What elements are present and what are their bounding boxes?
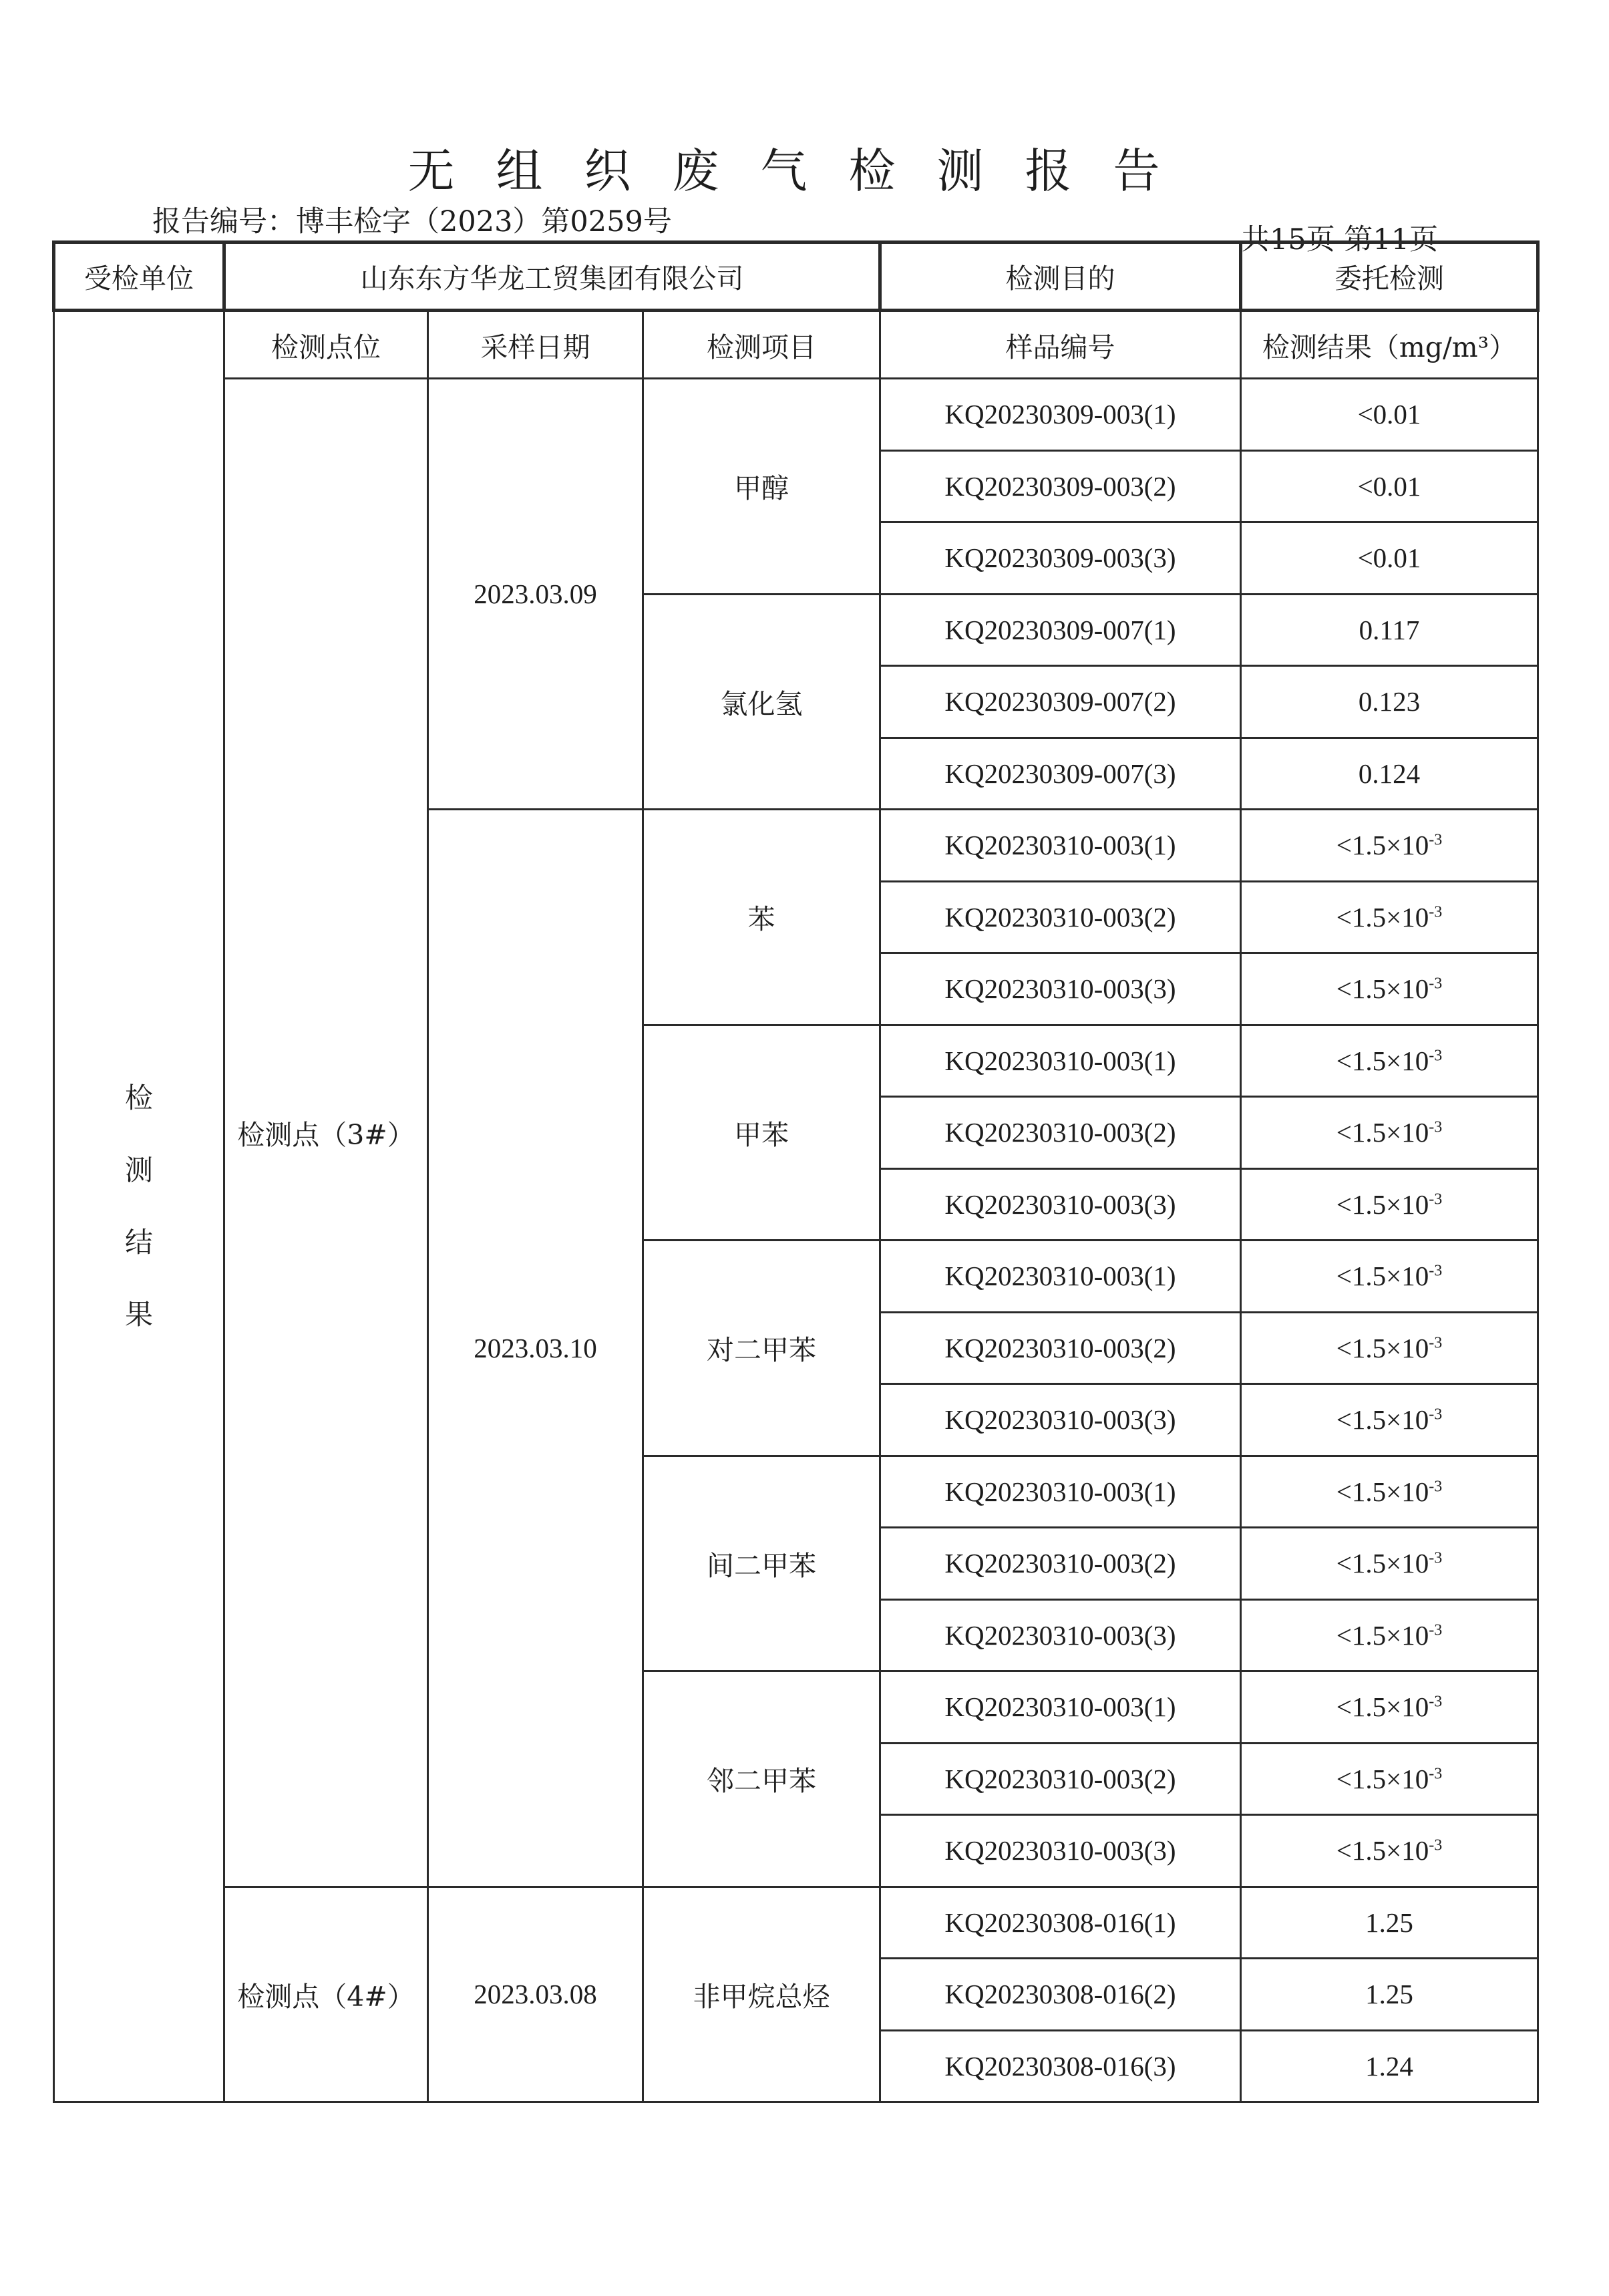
result-exponent: -3 [1429,831,1443,849]
sample-id: KQ20230310-003(1) [880,1671,1241,1744]
result-cell: 1.24 [1241,2030,1538,2102]
result-value: <1.5×10 [1336,901,1429,933]
sample-id: KQ20230310-003(3) [880,1168,1241,1241]
sample-id: KQ20230310-003(3) [880,1384,1241,1456]
result-exponent: -3 [1429,1693,1443,1711]
result-value: <1.5×10 [1336,1261,1429,1292]
result-value: <1.5×10 [1336,1188,1429,1220]
result-exponent: -3 [1429,1334,1443,1352]
result-cell [1241,1312,1538,1384]
sample-id: KQ20230308-016(1) [880,1887,1241,1959]
result-cell: 0.123 [1241,666,1538,738]
section-label: 检测结果 [124,1082,153,1331]
col-point-header: 检测点位 [224,311,428,379]
test-item: 邻二甲苯 [643,1671,880,1887]
result-cell [1241,1097,1538,1169]
sample-id: KQ20230310-003(3) [880,1815,1241,1887]
result-cell: 0.117 [1241,594,1538,666]
point-name: 检测点（3#） [224,379,428,1887]
col-result-header: 检测结果（mg/m³） [1241,311,1538,379]
sample-id: KQ20230310-003(1) [880,1241,1241,1313]
result-cell: 0.124 [1241,737,1538,810]
sampling-date: 2023.03.09 [428,379,643,810]
sample-id: KQ20230309-003(3) [880,522,1241,595]
sample-id: KQ20230310-003(3) [880,1599,1241,1671]
result-cell [1241,881,1538,953]
result-exponent: -3 [1429,1836,1443,1854]
report-number: 报告编号：博丰检字（2023）第0259号 [152,205,672,238]
header-row-client [54,242,1538,311]
sample-id: KQ20230309-007(3) [880,737,1241,810]
sample-id: KQ20230310-003(1) [880,810,1241,882]
result-exponent: -3 [1429,975,1443,993]
section-label-cell [54,311,224,2102]
sample-id: KQ20230310-003(2) [880,881,1241,953]
result-cell [1241,1743,1538,1815]
result-cell: <0.01 [1241,450,1538,522]
result-cell [1241,810,1538,882]
result-value: <1.5×10 [1336,1835,1429,1866]
result-cell [1241,1599,1538,1671]
result-value: <1.5×10 [1336,1691,1429,1723]
col-date-header: 采样日期 [428,311,643,379]
result-cell: 1.25 [1241,1959,1538,2031]
client-label: 受检单位 [54,242,224,311]
result-cell [1241,1025,1538,1097]
result-value: <1.5×10 [1336,1045,1429,1076]
sample-id: KQ20230310-003(2) [880,1743,1241,1815]
results-table-body [54,242,1538,2102]
sample-id: KQ20230309-003(2) [880,450,1241,522]
sample-id: KQ20230309-007(1) [880,594,1241,666]
result-cell [1241,1671,1538,1744]
report-title: 无组织废气检测报告 [407,144,1202,198]
result-exponent: -3 [1429,1478,1443,1496]
sample-id: KQ20230310-003(1) [880,1456,1241,1528]
sample-id: KQ20230309-007(2) [880,666,1241,738]
result-value: <1.5×10 [1336,1404,1429,1436]
header-row-columns [54,311,1538,379]
result-exponent: -3 [1429,1047,1443,1065]
result-exponent: -3 [1429,903,1443,921]
result-cell: 1.25 [1241,1887,1538,1959]
result-exponent: -3 [1429,1406,1443,1424]
result-cell [1241,1528,1538,1600]
test-item: 间二甲苯 [643,1456,880,1671]
sample-id: KQ20230310-003(2) [880,1097,1241,1169]
result-cell: <0.01 [1241,522,1538,595]
result-value: <1.5×10 [1336,973,1429,1005]
result-value: <1.5×10 [1336,1117,1429,1148]
result-cell [1241,1241,1538,1313]
point-name: 检测点（4#） [224,1887,428,2102]
result-exponent: -3 [1429,1118,1443,1136]
result-cell: <0.01 [1241,379,1538,451]
sample-id: KQ20230310-003(2) [880,1528,1241,1600]
col-item-header: 检测项目 [643,311,880,379]
sampling-date: 2023.03.10 [428,810,643,1887]
test-item: 对二甲苯 [643,1241,880,1456]
result-cell [1241,1815,1538,1887]
results-table [52,240,1540,2103]
result-exponent: -3 [1429,1765,1443,1783]
result-exponent: -3 [1429,1549,1443,1567]
result-exponent: -3 [1429,1262,1443,1280]
result-value: <1.5×10 [1336,1476,1429,1507]
result-value: <1.5×10 [1336,830,1429,861]
sampling-date: 2023.03.08 [428,1887,643,2102]
test-item: 甲醇 [643,379,880,595]
result-value: <1.5×10 [1336,1548,1429,1579]
sample-id: KQ20230310-003(3) [880,953,1241,1025]
table-row [54,1887,1538,1959]
test-item: 氯化氢 [643,594,880,810]
result-value: <1.5×10 [1336,1332,1429,1363]
sample-id: KQ20230309-003(1) [880,379,1241,451]
purpose-label: 检测目的 [880,242,1241,311]
result-cell [1241,953,1538,1025]
purpose-value: 委托检测 [1241,242,1538,311]
result-exponent: -3 [1429,1190,1443,1208]
test-item: 甲苯 [643,1025,880,1241]
test-item: 苯 [643,810,880,1025]
page-info: 共15页 第11页 [1241,223,1439,257]
result-cell [1241,1456,1538,1528]
sample-id: KQ20230308-016(3) [880,2030,1241,2102]
result-cell [1241,1384,1538,1456]
col-sample-header: 样品编号 [880,311,1241,379]
table-row [54,379,1538,451]
client-name: 山东东方华龙工贸集团有限公司 [224,242,880,311]
sample-id: KQ20230310-003(1) [880,1025,1241,1097]
result-cell [1241,1168,1538,1241]
sample-id: KQ20230310-003(2) [880,1312,1241,1384]
sample-id: KQ20230308-016(2) [880,1959,1241,2031]
result-value: <1.5×10 [1336,1763,1429,1794]
result-value: <1.5×10 [1336,1619,1429,1651]
test-item: 非甲烷总烃 [643,1887,880,2102]
result-exponent: -3 [1429,1621,1443,1639]
